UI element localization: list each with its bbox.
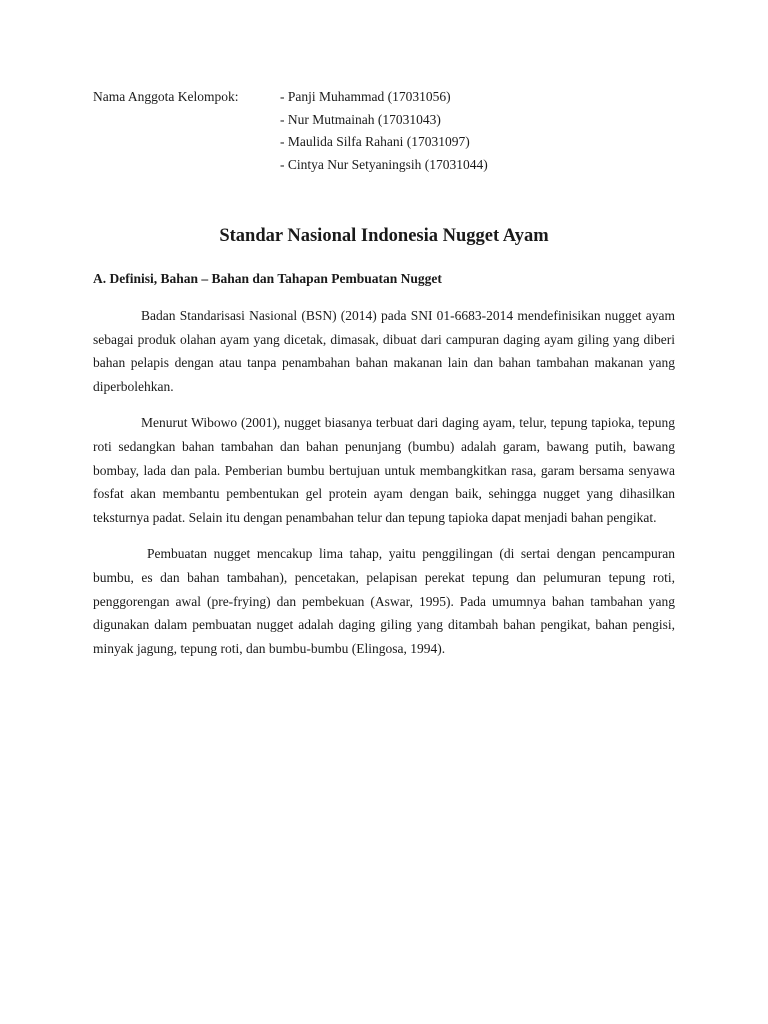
group-members-label: Nama Anggota Kelompok: — [93, 89, 239, 104]
document-title: Standar Nasional Indonesia Nugget Ayam — [219, 226, 549, 246]
group-members-list — [280, 86, 488, 176]
section-body — [93, 304, 675, 673]
paragraph-bsn-definition: Badan Standarisasi Nasional (BSN) (2014) pada SNI 01-6683-2014 mendefinisikan nugget ayam sebagai produk olahan ayam yang dicetak, dimasak, dibuat dari campuran daging ayam giling yang diberi bahan pelapis dengan atau tanpa penambahan bahan makanan lain dan bahan tambahan makanan yang diperbolehkan. — [93, 308, 675, 394]
member-item: - Cintya Nur Setyaningsih (17031044) — [280, 156, 488, 172]
member-item: - Panji Muhammad (17031056) — [280, 89, 451, 104]
section-heading: A. Definisi, Bahan – Bahan dan Tahapan Pembuatan Nugget — [93, 271, 442, 286]
member-item: - Maulida Silfa Rahani (17031097) — [280, 134, 470, 149]
member-item: - Nur Mutmainah (17031043) — [280, 111, 441, 127]
paragraph-wibowo-ingredients: Menurut Wibowo (2001), nugget biasanya terbuat dari daging ayam, telur, tepung tapioka, tepung roti sedangkan bahan tambahan dan bahan penunjang (bumbu) adalah garam, bawang putih, bawang bombay, lada dan pala. Pemberian bumbu bertujuan untuk membangkitkan rasa, garam bersama senyawa fosfat akan membantu pembentukan gel protein ayam dengan baik, sehingga nugget yang dihasilkan teksturnya padat. Selain itu dengan penambahan telur dan tepung tapioka dapat menjadi bahan pengikat. — [93, 415, 675, 525]
paragraph-production-stages: Pembuatan nugget mencakup lima tahap, yaitu penggilingan (di sertai dengan pencampuran bumbu, es dan bahan tambahan), pencetakan, pelapisan perekat tepung dan pelumuran tepung roti, penggorengan awal (pre-frying) dan pembekuan (Aswar, 1995). Pada umumnya bahan tambahan yang digunakan dalam pembuatan nugget adalah daging giling yang ditambah bahan pengikat, bahan pengisi, minyak jagung, tepung roti, dan bumbu-bumbu (Elingosa, 1994). — [93, 546, 675, 656]
